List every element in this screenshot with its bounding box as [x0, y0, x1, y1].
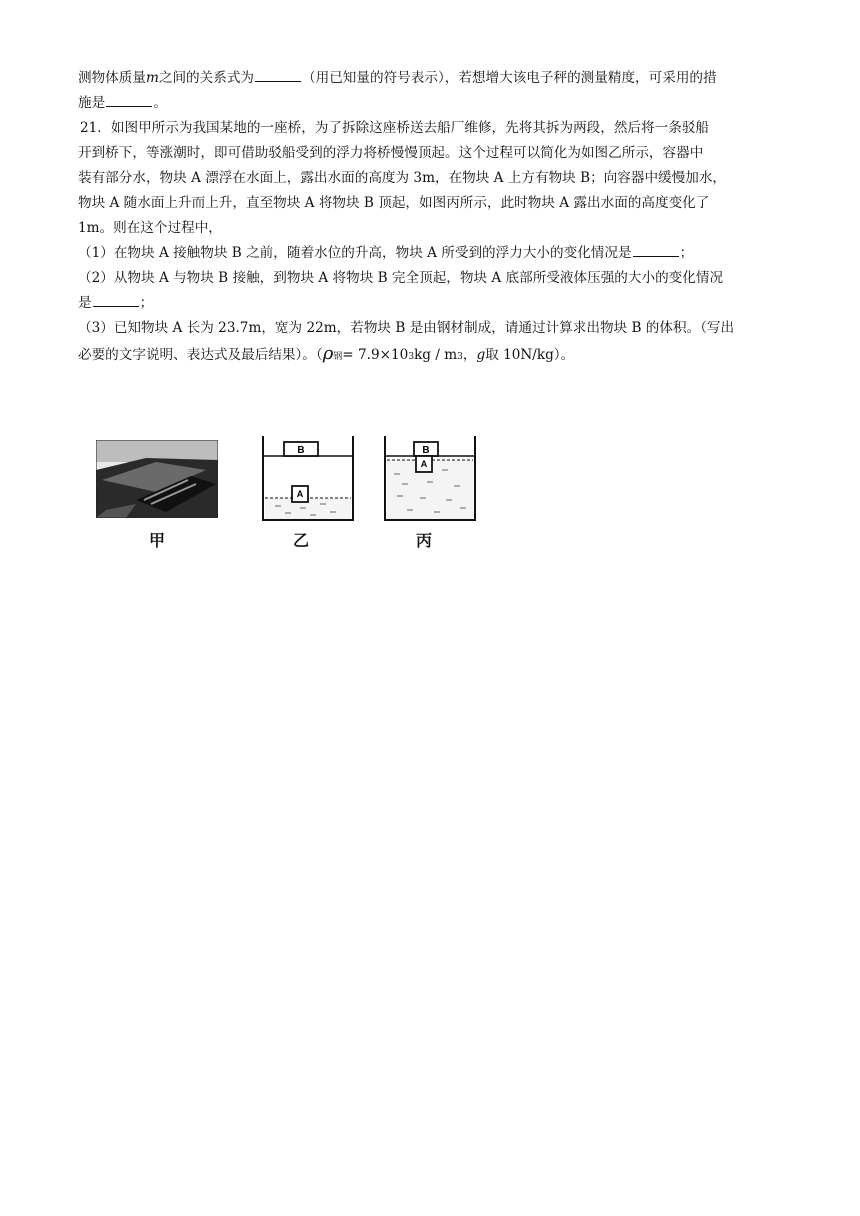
- answer-blank-1[interactable]: [255, 67, 301, 82]
- block-a-label-yi: A: [296, 489, 304, 499]
- text-line-9: （2）从物块 A 与物块 B 接触，到物块 A 将物块 B 完全顶起，物块 A 底部所受液体压强的大小的变化情况: [78, 270, 724, 286]
- rho-symbol: ρ: [322, 343, 334, 364]
- figure-group: [96, 418, 506, 558]
- bridge-photo: [96, 440, 218, 518]
- text-line-4: 开到桥下，等涨潮时，即可借助驳船受到的浮力将桥慢慢顶起。这个过程可以简化为如图乙所示，容器中: [78, 145, 704, 161]
- text-line-12: 必要的文字说明、表达式及最后结果）。（ ρ 钢 = 7.9×10 3 kg / m 3 ， g 取 10N/kg）。: [78, 343, 575, 364]
- text-line-3: 21．如图甲所示为我国某地的一座桥，为了拆除这座桥送去船厂维修，先将其拆为两段，然后将一条驳船: [80, 120, 710, 136]
- block-b-label-bing: B: [422, 445, 430, 456]
- container-diagram-bing: [382, 434, 478, 522]
- text-line-11: （3）已知物块 A 长为 23.7m，宽为 22m，若物块 B 是由钢材制成，请通过计算求出物块 B 的体积。（写出: [78, 320, 735, 336]
- container-diagram-yi: [260, 434, 356, 522]
- block-b-label-yi: B: [297, 445, 305, 456]
- text-line-7: 1m。则在这个过程中，: [78, 220, 222, 236]
- caption-bing: 丙: [416, 531, 433, 550]
- caption-yi: 乙: [293, 531, 310, 550]
- text-line-8: （1）在物块 A 接触物块 B 之前，随着水位的升高，物块 A 所受到的浮力大小的变化情况是 ；: [78, 241, 784, 266]
- text-line-5: 装有部分水，物块 A 漂浮在水面上，露出水面的高度为 3m，在物块 A 上方有物块 B；向容器中缓慢加水，: [78, 170, 727, 186]
- question-text: [78, 66, 784, 366]
- block-a-label-bing: A: [420, 459, 428, 469]
- text-line-6: 物块 A 随水面上升而上升，直至物块 A 将物块 B 顶起，如图丙所示，此时物块 A 露出水面的高度变化了: [78, 195, 710, 211]
- text-line-2: 施是 。: [78, 91, 784, 116]
- answer-blank-4[interactable]: [93, 292, 139, 307]
- answer-blank-2[interactable]: [106, 92, 152, 107]
- answer-blank-3[interactable]: [633, 242, 679, 257]
- caption-jia: 甲: [149, 531, 166, 550]
- text-line-1: 测物体质量 m 之间的关系式为 （用已知量的符号表示），若想增大该电子秤的测量精度，可采用的措: [78, 66, 784, 91]
- text-line-10: 是 ；: [78, 291, 784, 316]
